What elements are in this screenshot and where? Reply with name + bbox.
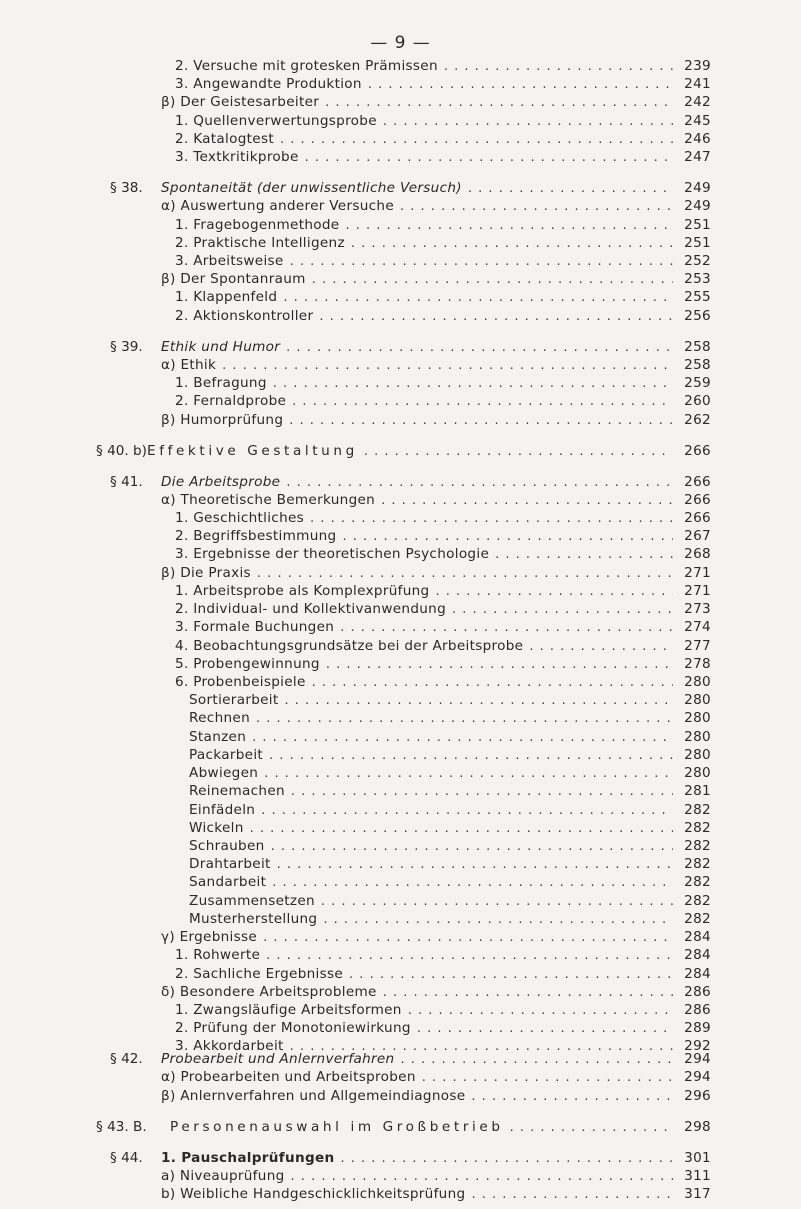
toc-page-number: 282 xyxy=(684,802,711,818)
toc-entry xyxy=(175,637,711,655)
toc-entry xyxy=(175,527,711,545)
leader-dots xyxy=(250,820,673,838)
leader-dots xyxy=(266,947,673,965)
toc-entry xyxy=(175,307,711,325)
toc-entry xyxy=(175,216,711,234)
leader-dots xyxy=(261,802,673,820)
section-number: § 40. b) xyxy=(96,443,147,459)
toc-entry-title: 1. Geschichtliches xyxy=(175,510,305,526)
toc-page-number: 274 xyxy=(684,619,711,635)
toc-entry xyxy=(175,965,711,983)
leader-dots xyxy=(321,893,673,911)
toc-page-number: 256 xyxy=(684,308,711,324)
toc-page-number: 266 xyxy=(684,510,711,526)
toc-entry-title: β) Der Spontanraum xyxy=(161,271,306,287)
toc-page-number: 301 xyxy=(684,1150,711,1166)
toc-entry-title: 3. Textkritikprobe xyxy=(175,149,299,165)
toc-page-number: 251 xyxy=(684,235,711,251)
toc-entry xyxy=(161,197,711,215)
toc-page-number: 245 xyxy=(684,113,711,129)
toc-entry xyxy=(189,855,711,873)
leader-dots xyxy=(435,583,673,601)
leader-dots xyxy=(280,131,673,149)
toc-page-number: 282 xyxy=(684,893,711,909)
toc-entry-title: Drahtarbeit xyxy=(189,856,271,872)
toc-entry-title: 1. Pauschalprüfungen xyxy=(161,1150,335,1166)
toc-page-number: 278 xyxy=(684,656,711,672)
toc-page-number: 246 xyxy=(684,131,711,147)
toc-entry-title: 2. Versuche mit grotesken Prämissen xyxy=(175,58,438,74)
toc-page-number: 273 xyxy=(684,601,711,617)
leader-dots xyxy=(319,308,673,326)
leader-dots xyxy=(342,528,673,546)
toc-entry-title: Stanzen xyxy=(189,729,247,745)
leader-dots xyxy=(340,619,673,637)
toc-page-number: 277 xyxy=(684,638,711,654)
toc-entry xyxy=(175,582,711,600)
toc-entry-title: Wickeln xyxy=(189,820,244,836)
toc-entry-title: Abwiegen xyxy=(189,765,259,781)
leader-dots xyxy=(289,412,673,430)
toc-entry-title: Rechnen xyxy=(189,710,250,726)
toc-entry-title: Schrauben xyxy=(189,838,265,854)
toc-page-number: 296 xyxy=(684,1088,711,1104)
toc-entry-title: 1. Arbeitsprobe als Komplexprüfung xyxy=(175,583,430,599)
toc-entry-title: 1. Fragebogenmethode xyxy=(175,217,340,233)
leader-dots xyxy=(495,546,673,564)
leader-dots xyxy=(286,474,673,492)
toc-entry-title: Einfädeln xyxy=(189,802,256,818)
toc-entry-title: 2. Individual- und Kollektivanwendung xyxy=(175,601,447,617)
toc-entry-title: Effektive Gestaltung xyxy=(147,443,358,459)
leader-dots xyxy=(291,1168,673,1186)
toc-entry xyxy=(175,509,711,527)
toc-entry-title: 2. Sachliche Ergebnisse xyxy=(175,966,344,982)
toc-entry xyxy=(175,545,711,563)
toc-entry-title: b) Weibliche Handgeschicklichkeitsprüfung xyxy=(161,1186,466,1202)
toc-entry xyxy=(161,491,711,509)
leader-dots xyxy=(252,729,673,747)
toc-page-number: 284 xyxy=(684,947,711,963)
toc-page-number: 298 xyxy=(684,1119,711,1135)
toc-page-number: 249 xyxy=(684,198,711,214)
section-number: § 42. xyxy=(110,1051,143,1067)
toc-entry-title: a) Niveauprüfung xyxy=(161,1168,285,1184)
toc-page-number: 268 xyxy=(684,546,711,562)
toc-entry-title: 2. Prüfung der Monotoniewirkung xyxy=(175,1020,411,1036)
toc-entry-title: γ) Ergebnisse xyxy=(161,929,258,945)
toc-entry xyxy=(175,148,711,166)
toc-page-number: 282 xyxy=(684,874,711,890)
leader-dots xyxy=(340,1150,673,1168)
toc-page-number: 282 xyxy=(684,820,711,836)
toc-entry xyxy=(96,442,711,460)
toc-entry xyxy=(189,709,711,727)
leader-dots xyxy=(345,217,673,235)
leader-dots xyxy=(305,149,673,167)
toc-entry-title: 3. Ergebnisse der theoretischen Psychologie xyxy=(175,546,490,562)
toc-entry-title: 6. Probenbeispiele xyxy=(175,674,306,690)
leader-dots xyxy=(349,966,673,984)
leader-dots xyxy=(264,765,673,783)
toc-entry xyxy=(175,252,711,270)
toc-page-number: 280 xyxy=(684,710,711,726)
section-number: § 38. xyxy=(110,180,143,196)
toc-page-number: 271 xyxy=(684,565,711,581)
toc-entry-title: 1. Rohwerte xyxy=(175,947,261,963)
toc-entry xyxy=(161,1068,711,1086)
toc-page-number: 253 xyxy=(684,271,711,287)
leader-dots xyxy=(291,783,673,801)
toc-entry xyxy=(175,130,711,148)
toc-entry-title: Sortierarbeit xyxy=(189,692,279,708)
toc-entry-title: 5. Probengewinnung xyxy=(175,656,320,672)
toc-entry xyxy=(161,93,711,111)
leader-dots xyxy=(325,94,673,112)
toc-entry xyxy=(189,801,711,819)
toc-entry xyxy=(175,234,711,252)
toc-entry-title: β) Humorprüfung xyxy=(161,412,284,428)
toc-page-number: 280 xyxy=(684,729,711,745)
toc-entry xyxy=(161,356,711,374)
leader-dots xyxy=(312,674,673,692)
leader-dots xyxy=(452,601,673,619)
leader-dots xyxy=(323,911,673,929)
toc-entry-title: 1. Klappenfeld xyxy=(175,289,278,305)
toc-entry xyxy=(189,873,711,891)
leader-dots xyxy=(408,1002,673,1020)
toc-page-number: 280 xyxy=(684,747,711,763)
toc-page-number: 258 xyxy=(684,339,711,355)
toc-entry xyxy=(161,1185,711,1203)
leader-dots xyxy=(263,929,673,947)
toc-entry xyxy=(189,764,711,782)
toc-page-number: 258 xyxy=(684,357,711,373)
toc-entry xyxy=(161,1087,711,1105)
leader-dots xyxy=(290,253,673,271)
toc-entry-title: 3. Angewandte Produktion xyxy=(175,76,362,92)
toc-entry-title: α) Auswertung anderer Versuche xyxy=(161,198,395,214)
toc-page-number: 294 xyxy=(684,1069,711,1085)
toc-entry xyxy=(110,338,711,356)
toc-page-number: 286 xyxy=(684,984,711,1000)
toc-entry-title: Spontaneität (der unwissentliche Versuch) xyxy=(161,180,462,196)
leader-dots xyxy=(272,874,673,892)
toc-page-number: 251 xyxy=(684,217,711,233)
toc-entry xyxy=(96,1118,711,1136)
toc-entry xyxy=(189,728,711,746)
toc-entry xyxy=(161,983,711,1001)
toc-page-number: 260 xyxy=(684,393,711,409)
leader-dots xyxy=(422,1069,673,1087)
toc-page-number: 280 xyxy=(684,674,711,690)
toc-page-number: 282 xyxy=(684,911,711,927)
leader-dots xyxy=(368,76,673,94)
toc-entry-title: Reinemachen xyxy=(189,783,285,799)
leader-dots xyxy=(468,180,673,198)
toc-entry xyxy=(189,910,711,928)
toc-page-number: 239 xyxy=(684,58,711,74)
leader-dots xyxy=(510,1119,673,1137)
toc-entry-title: Sandarbeit xyxy=(189,874,267,890)
toc-page-number: 242 xyxy=(684,94,711,110)
toc-entry xyxy=(161,270,711,288)
toc-entry-title: Musterherstellung xyxy=(189,911,318,927)
toc-entry xyxy=(110,1149,711,1167)
toc-entry-title: 3. Akkordarbeit xyxy=(175,1038,284,1054)
toc-entry xyxy=(189,691,711,709)
leader-dots xyxy=(257,565,673,583)
toc-entry xyxy=(161,928,711,946)
toc-entry xyxy=(110,1050,711,1068)
toc-entry-title: 3. Arbeitsweise xyxy=(175,253,284,269)
toc-entry xyxy=(175,1001,711,1019)
leader-dots xyxy=(286,339,673,357)
toc-page-number: 262 xyxy=(684,412,711,428)
section-number: § 44. xyxy=(110,1150,143,1166)
toc-entry-title: 1. Zwangsläufige Arbeitsformen xyxy=(175,1002,402,1018)
toc-entry xyxy=(175,1019,711,1037)
toc-entry-title: β) Die Praxis xyxy=(161,565,251,581)
toc-entry-title: Die Arbeitsprobe xyxy=(161,474,281,490)
leader-dots xyxy=(283,289,673,307)
toc-entry-title: 3. Formale Buchungen xyxy=(175,619,335,635)
leader-dots xyxy=(312,271,673,289)
toc-entry xyxy=(175,673,711,691)
leader-dots xyxy=(381,492,673,510)
toc-entry-title: β) Anlernverfahren und Allgemeindiagnose xyxy=(161,1088,466,1104)
page-header: — 9 — xyxy=(370,33,431,53)
toc-entry xyxy=(175,655,711,673)
toc-page-number: 267 xyxy=(684,528,711,544)
toc-entry-title: 1. Quellenverwertungsprobe xyxy=(175,113,377,129)
leader-dots xyxy=(256,710,673,728)
section-number: § 39. xyxy=(110,339,143,355)
leader-dots xyxy=(364,443,673,461)
toc-entry xyxy=(189,892,711,910)
leader-dots xyxy=(271,838,673,856)
toc-entry-title: 2. Begriffsbestimmung xyxy=(175,528,337,544)
toc-entry xyxy=(175,112,711,130)
toc-entry-title: 2. Fernaldprobe xyxy=(175,393,287,409)
toc-entry xyxy=(161,411,711,429)
toc-entry-title: 2. Praktische Intelligenz xyxy=(175,235,345,251)
toc-page-number: 280 xyxy=(684,692,711,708)
leader-dots xyxy=(351,235,673,253)
toc-entry-title: 4. Beobachtungsgrundsätze bei der Arbeitsprobe xyxy=(175,638,524,654)
toc-entry-title: α) Theoretische Bemerkungen xyxy=(161,492,376,508)
leader-dots xyxy=(222,357,673,375)
leader-dots xyxy=(269,747,673,765)
toc-page-number: 317 xyxy=(684,1186,711,1202)
toc-entry xyxy=(110,179,711,197)
toc-page-number: 266 xyxy=(684,474,711,490)
toc-page-number: 284 xyxy=(684,929,711,945)
leader-dots xyxy=(471,1186,673,1204)
leader-dots xyxy=(277,856,673,874)
toc-page-number: 284 xyxy=(684,966,711,982)
toc-entry xyxy=(189,819,711,837)
leader-dots xyxy=(400,198,673,216)
toc-entry xyxy=(175,75,711,93)
toc-page-number: 281 xyxy=(684,783,711,799)
leader-dots xyxy=(471,1088,673,1106)
section-number: § 41. xyxy=(110,474,143,490)
toc-entry xyxy=(161,1167,711,1185)
toc-page-number: 255 xyxy=(684,289,711,305)
toc-page-number: 282 xyxy=(684,856,711,872)
leader-dots xyxy=(400,1051,673,1069)
toc-entry-title: Personenauswahl im Großbetrieb xyxy=(170,1119,504,1135)
toc-entry xyxy=(175,392,711,410)
toc-entry xyxy=(189,782,711,800)
toc-entry xyxy=(189,837,711,855)
toc-page-number: 266 xyxy=(684,492,711,508)
toc-page-number: 294 xyxy=(684,1051,711,1067)
leader-dots xyxy=(383,984,673,1002)
toc-entry-title: δ) Besondere Arbeitsprobleme xyxy=(161,984,377,1000)
toc-page-number: 241 xyxy=(684,76,711,92)
leader-dots xyxy=(326,656,673,674)
toc-page-number: 286 xyxy=(684,1002,711,1018)
leader-dots xyxy=(310,510,673,528)
toc-entry-title: 2. Katalogtest xyxy=(175,131,274,147)
toc-entry xyxy=(189,746,711,764)
toc-page-number: 280 xyxy=(684,765,711,781)
leader-dots xyxy=(273,375,673,393)
toc-entry xyxy=(175,600,711,618)
toc-entry-title: Probearbeit und Anlernverfahren xyxy=(161,1051,395,1067)
toc-page-number: 271 xyxy=(684,583,711,599)
leader-dots xyxy=(383,113,673,131)
toc-entry-title: α) Ethik xyxy=(161,357,217,373)
leader-dots xyxy=(285,692,673,710)
toc-entry xyxy=(175,57,711,75)
toc-entry xyxy=(175,618,711,636)
section-number: § 43. B. xyxy=(96,1119,147,1135)
toc-entry-title: α) Probearbeiten und Arbeitsproben xyxy=(161,1069,416,1085)
toc-entry xyxy=(175,946,711,964)
leader-dots xyxy=(417,1020,673,1038)
toc-page-number: 249 xyxy=(684,180,711,196)
toc-page-number: 292 xyxy=(684,1038,711,1054)
leader-dots xyxy=(292,393,673,411)
toc-page-number: 266 xyxy=(684,443,711,459)
toc-page-number: 282 xyxy=(684,838,711,854)
toc-page-number: 252 xyxy=(684,253,711,269)
toc-entry-title: 1. Befragung xyxy=(175,375,267,391)
toc-page-number: 289 xyxy=(684,1020,711,1036)
toc-entry-title: Zusammensetzen xyxy=(189,893,315,909)
toc-page-number: 311 xyxy=(684,1168,711,1184)
toc-entry-title: Ethik und Humor xyxy=(161,339,281,355)
toc-entry xyxy=(175,374,711,392)
toc-entry xyxy=(175,288,711,306)
toc-entry xyxy=(161,564,711,582)
toc-entry xyxy=(110,473,711,491)
leader-dots xyxy=(529,638,673,656)
toc-entry-title: β) Der Geistesarbeiter xyxy=(161,94,320,110)
leader-dots xyxy=(444,58,673,76)
toc-page-number: 259 xyxy=(684,375,711,391)
toc-entry-title: Packarbeit xyxy=(189,747,264,763)
toc-entry-title: 2. Aktionskontroller xyxy=(175,308,314,324)
toc-page-number: 247 xyxy=(684,149,711,165)
